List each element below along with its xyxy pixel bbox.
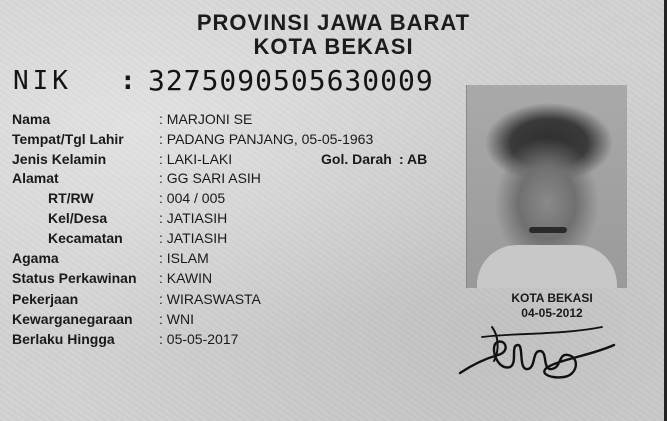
field-jenis-kelamin-label: Jenis Kelamin xyxy=(12,151,107,167)
signature-icon xyxy=(452,315,622,395)
field-nama-label: Nama xyxy=(12,111,51,127)
field-ttl-value: : PADANG PANJANG, 05-05-1963 xyxy=(159,131,374,147)
field-kewarganegaraan-label: Kewarganegaraan xyxy=(12,311,133,327)
header-province: PROVINSI JAWA BARAT xyxy=(196,10,471,35)
nik-colon: : xyxy=(120,66,136,96)
field-agama-value: : ISLAM xyxy=(159,250,209,266)
photo-shirt xyxy=(477,245,617,288)
field-status-label: Status Perkawinan xyxy=(12,270,137,286)
field-pekerjaan-label: Pekerjaan xyxy=(12,291,79,307)
photo-mustache xyxy=(529,227,567,233)
field-berlaku-label: Berlaku Hingga xyxy=(12,331,115,347)
holder-photo xyxy=(466,85,627,288)
nik-value: 3275090505630009 xyxy=(148,64,434,97)
issue-date: 04-05-2012 xyxy=(521,306,583,320)
field-rt-rw-value: : 004 / 005 xyxy=(159,190,226,206)
field-jenis-kelamin-value: : LAKI-LAKI xyxy=(159,151,233,167)
issue-city: KOTA BEKASI xyxy=(511,291,593,305)
field-nama-value: : MARJONI SE xyxy=(159,111,253,127)
field-gol-darah-value: : AB xyxy=(399,151,428,167)
field-kel-desa-label: Kel/Desa xyxy=(48,210,108,226)
field-kecamatan-value: : JATIASIH xyxy=(159,230,228,246)
field-alamat-value: : GG SARI ASIH xyxy=(159,170,261,186)
field-kecamatan-label: Kecamatan xyxy=(48,230,123,246)
field-pekerjaan-value: : WIRASWASTA xyxy=(159,291,261,307)
field-berlaku-value: : 05-05-2017 xyxy=(159,331,239,347)
field-agama-label: Agama xyxy=(12,250,59,266)
header-city: KOTA BEKASI xyxy=(253,34,414,59)
field-kel-desa-value: : JATIASIH xyxy=(159,210,228,226)
field-ttl-label: Tempat/Tgl Lahir xyxy=(12,131,124,147)
nik-label: NIK xyxy=(13,66,72,96)
field-status-value: : KAWIN xyxy=(159,270,213,286)
field-gol-darah-label: Gol. Darah xyxy=(321,151,392,167)
field-rt-rw-label: RT/RW xyxy=(48,190,94,206)
field-kewarganegaraan-value: : WNI xyxy=(159,311,194,327)
field-alamat-label: Alamat xyxy=(12,170,59,186)
